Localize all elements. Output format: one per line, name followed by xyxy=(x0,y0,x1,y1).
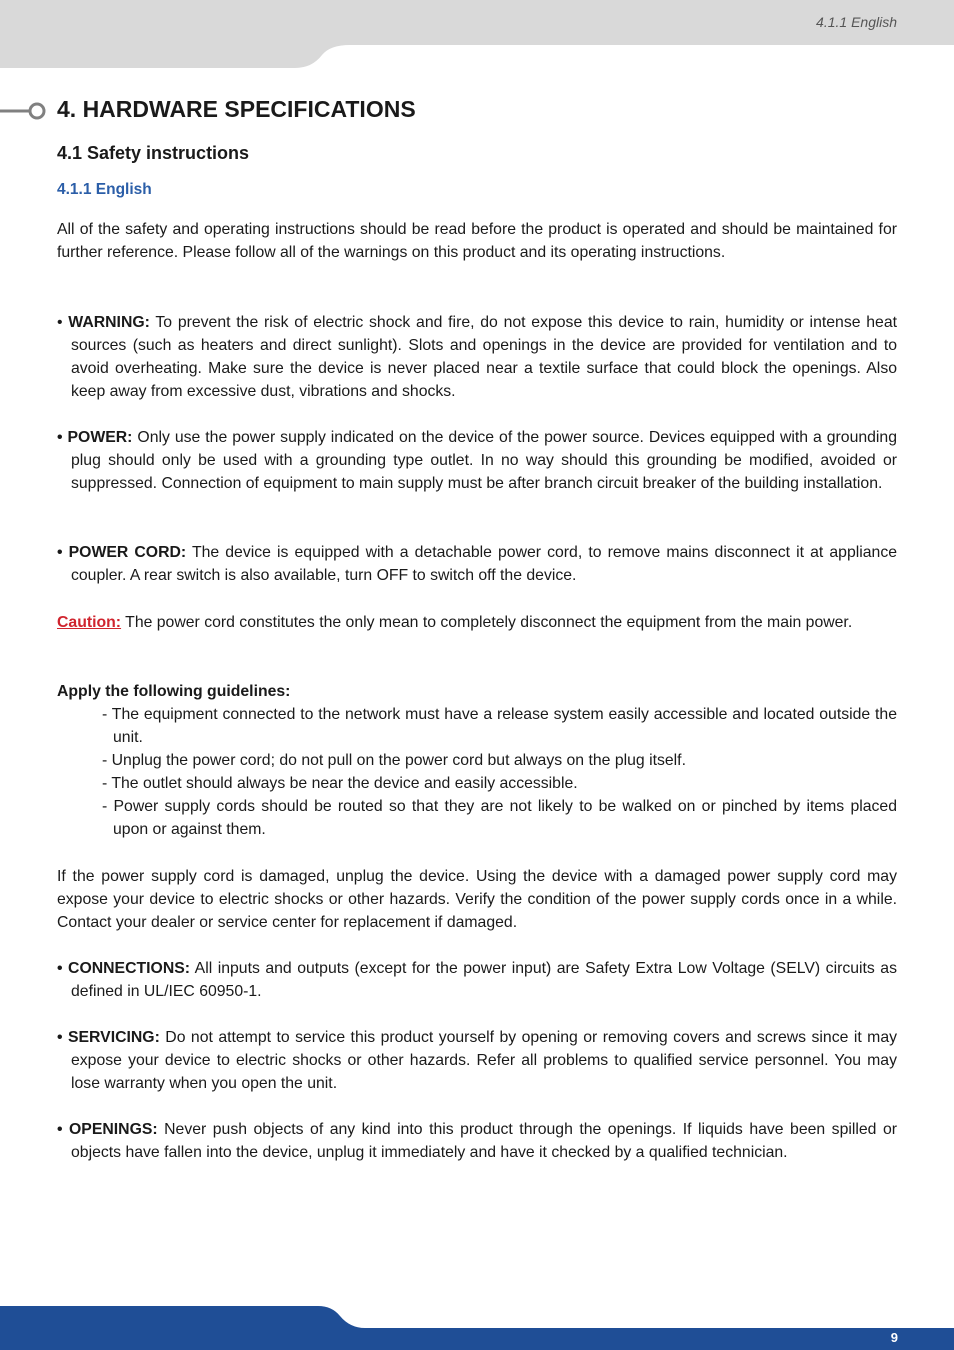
header-section-ref: 4.1.1 English xyxy=(816,14,897,30)
subsection-title: 4.1.1 English xyxy=(57,181,152,198)
footer-band xyxy=(0,1300,954,1350)
guideline-item: - Unplug the power cord; do not pull on the power cord but always on the plug itself. xyxy=(102,752,686,769)
warning-item: • WARNING: To prevent the risk of electric shock and fire, do not expose this device to rain, humidity or intense heat sources (such as heaters and direct sunlight). Slots and openings in the device are provided for ventilation and to avoid overheating. Make sure the device is never placed near a textile surface that could block the openings. Also keep away from excessive dust, vibrations and shocks. xyxy=(57,314,898,400)
warning-text: To prevent the risk of electric shock and fire, do not expose this device to rain, humidity or intense heat sources (such as heaters and direct sunlight). Slots and openings in the device are provided for ventilation and to avoid overheating. Make sure the device is never placed near a textile surface that could block the openings. Also keep away from excessive dust, vibrations and shocks. xyxy=(71,314,898,400)
guidelines-list xyxy=(102,703,897,841)
servicing-label: SERVICING: xyxy=(67,1029,160,1046)
caution-note xyxy=(57,611,897,634)
damaged-cord-paragraph: If the power supply cord is damaged, unplug the device. Using the device with a damaged power supply cord may expose your device to electric shocks or other hazards. Verify the condition of the power supply cords once in a while. Contact your dealer or service center for replacement if damaged. xyxy=(57,868,897,931)
page-number: 9 xyxy=(890,1330,898,1345)
guidelines-title: Apply the following guidelines: xyxy=(57,683,291,700)
openings-label: OPENINGS: xyxy=(69,1121,158,1138)
power-cord-text: The device is equipped with a detachable power cord, to remove mains disconnect it at appliance coupler. A rear switch is also available, turn OFF to switch off the device. xyxy=(71,544,898,584)
connections-item: • CONNECTIONS: All inputs and outputs (except for the power input) are Safety Extra Low Voltage (SELV) circuits as defined in UL/IEC 60950-1. xyxy=(57,960,897,1000)
servicing-text: Do not attempt to service this product yourself by opening or removing covers and screws since it may expose your device to electric shocks or other hazards. Refer all problems to qualified service personnel. You may lose warranty when you open the unit. xyxy=(71,1029,898,1092)
caution-label: Caution: xyxy=(57,614,122,631)
power-text: Only use the power supply indicated on the device of the power source. Devices equipped with a grounding plug should only be used with a grounding type outlet. In no way should this grounding be modified, avoided or suppressed. Connection of equipment to main supply must be after branch circuit breaker of the building installation. xyxy=(71,429,898,492)
caution-text: The power cord constitutes the only mean to completely disconnect the equipment from the main power. xyxy=(121,614,853,631)
warning-label: WARNING: xyxy=(68,314,150,331)
guideline-item: - The outlet should always be near the device and easily accessible. xyxy=(102,775,578,792)
power-label: POWER: xyxy=(67,429,133,446)
power-cord-item: • POWER CORD: The device is equipped with a detachable power cord, to remove mains disconnect it at appliance coupler. A rear switch is also available, turn OFF to switch off the device. xyxy=(57,544,898,584)
connections-label: CONNECTIONS: xyxy=(68,960,191,977)
header-band xyxy=(0,0,954,70)
intro-paragraph: All of the safety and operating instructions should be read before the product is operated and should be maintained for further reference. Please follow all of the warnings on this product and its operating instructions. xyxy=(57,221,897,261)
openings-text: Never push objects of any kind into this product through the openings. If liquids have been spilled or objects have fallen into the device, unplug it immediately and have it checked by a qualified technician. xyxy=(71,1121,897,1161)
servicing-item: • SERVICING: Do not attempt to service this product yourself by opening or removing covers and screws since it may expose your device to electric shocks or other hazards. Refer all problems to qualified service personnel. You may lose warranty when you open the unit. xyxy=(57,1029,898,1092)
power-cord-label: POWER CORD: xyxy=(68,544,187,561)
chapter-title: 4. HARDWARE SPECIFICATIONS xyxy=(57,96,416,122)
power-item: • POWER: Only use the power supply indicated on the device of the power source. Devices equipped with a grounding plug should only be used with a grounding type outlet. In no way should this grounding be modified, avoided or suppressed. Connection of equipment to main supply must be after branch circuit breaker of the building installation. xyxy=(57,429,898,492)
openings-item: • OPENINGS: Never push objects of any kind into this product through the openings. If liquids have been spilled or objects have fallen into the device, unplug it immediately and have it checked by a qualified technician. xyxy=(57,1121,897,1161)
line-circle-marker-icon xyxy=(0,100,50,122)
connections-text: All inputs and outputs (except for the power input) are Safety Extra Low Voltage (SELV) circuits as defined in UL/IEC 60950-1. xyxy=(71,960,897,1000)
guideline-item: - The equipment connected to the network must have a release system easily accessible and located outside the unit. xyxy=(102,706,897,746)
guideline-item: - Power supply cords should be routed so that they are not likely to be walked on or pinched by items placed upon or against them. xyxy=(102,798,897,838)
section-title: 4.1 Safety instructions xyxy=(57,143,250,163)
